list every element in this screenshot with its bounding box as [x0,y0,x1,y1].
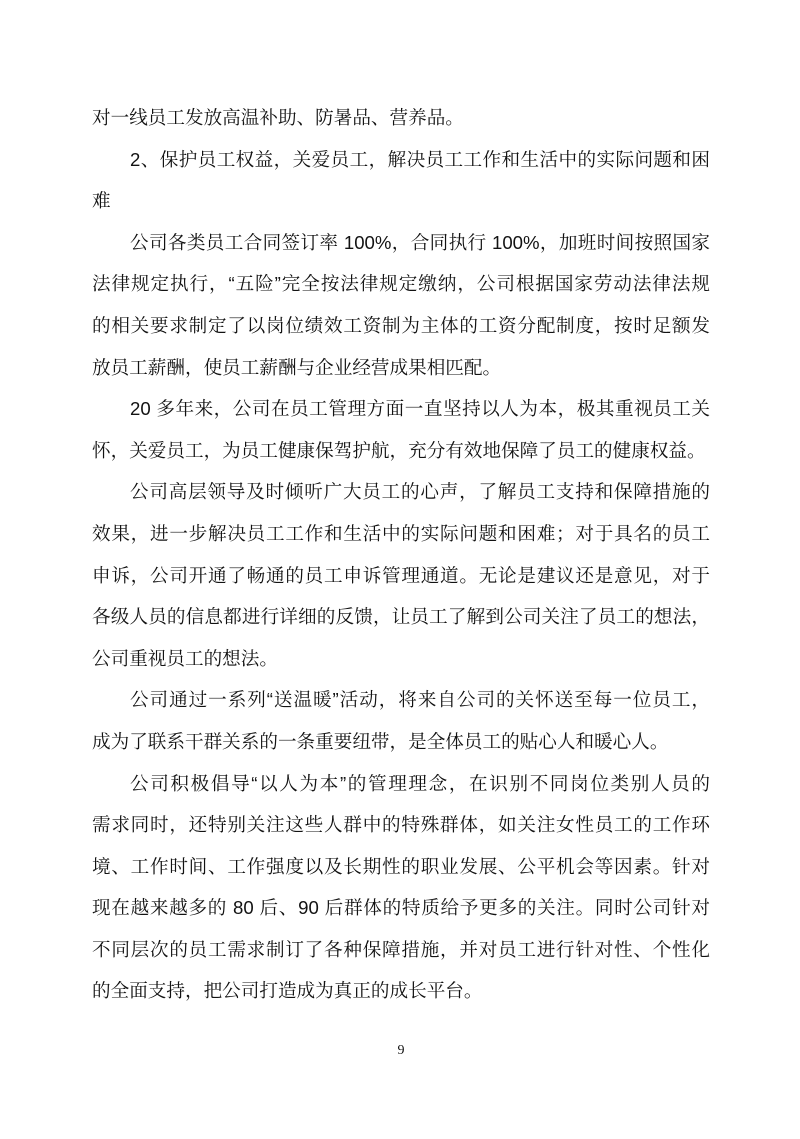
text-line: 现在越来越多的 80 后、90 后群体的特质给予更多的关注。同时公司针对 [92,897,710,919]
text-line: 难 [92,190,111,212]
text-line: 公司重视员工的想法。 [92,647,278,669]
text-line: 20 多年来，公司在员工管理方面一直坚持以人为本，极其重视员工关 [130,398,710,420]
text-line: 放员工薪酬，使员工薪酬与企业经营成果相匹配。 [92,356,502,378]
text-line: 的全面支持，把公司打造成为真正的成长平台。 [92,980,483,1002]
text-line: 对一线员工发放高温补助、防暑品、营养品。 [92,107,464,128]
text-line: 的相关要求制定了以岗位绩效工资制为主体的工资分配制度，按时足额发 [92,314,710,336]
text-line: 成为了联系干群关系的一条重要纽带，是全体员工的贴心人和暖心人。 [92,730,669,752]
text-line: 公司积极倡导“以人为本”的管理理念，在识别不同岗位类别人员的 [130,772,710,794]
text-line: 各级人员的信息都进行详细的反馈，让员工了解到公司关注了员工的想法， [92,606,710,628]
text-line: 2、保护员工权益，关爱员工，解决员工工作和生活中的实际问题和困 [130,148,710,170]
text-line: 法律规定执行，“五险”完全按法律规定缴纳，公司根据国家劳动法律法规 [92,273,710,295]
text-line: 需求同时，还特别关注这些人群中的特殊群体，如关注女性员工的工作环 [92,814,710,836]
text-line: 公司通过一系列“送温暖”活动，将来自公司的关怀送至每一位员工， [130,689,710,711]
text-line: 境、工作时间、工作强度以及长期性的职业发展、公平机会等因素。针对 [92,855,710,877]
text-line: 公司高层领导及时倾听广大员工的心声，了解员工支持和保障措施的 [130,481,710,503]
text-line: 不同层次的员工需求制订了各种保障措施，并对员工进行针对性、个性化 [92,938,710,960]
text-line: 效果，进一步解决员工工作和生活中的实际问题和困难；对于具名的员工 [92,522,710,544]
page-number: 9 [397,1043,405,1058]
text-line: 公司各类员工合同签订率 100%，合同执行 100%，加班时间按照国家 [130,231,710,253]
text-line: 怀，关爱员工，为员工健康保驾护航，充分有效地保障了员工的健康权益。 [92,439,706,461]
document-body [92,97,710,1012]
text-line: 申诉，公司开通了畅通的员工申诉管理通道。无论是建议还是意见，对于 [92,564,710,586]
